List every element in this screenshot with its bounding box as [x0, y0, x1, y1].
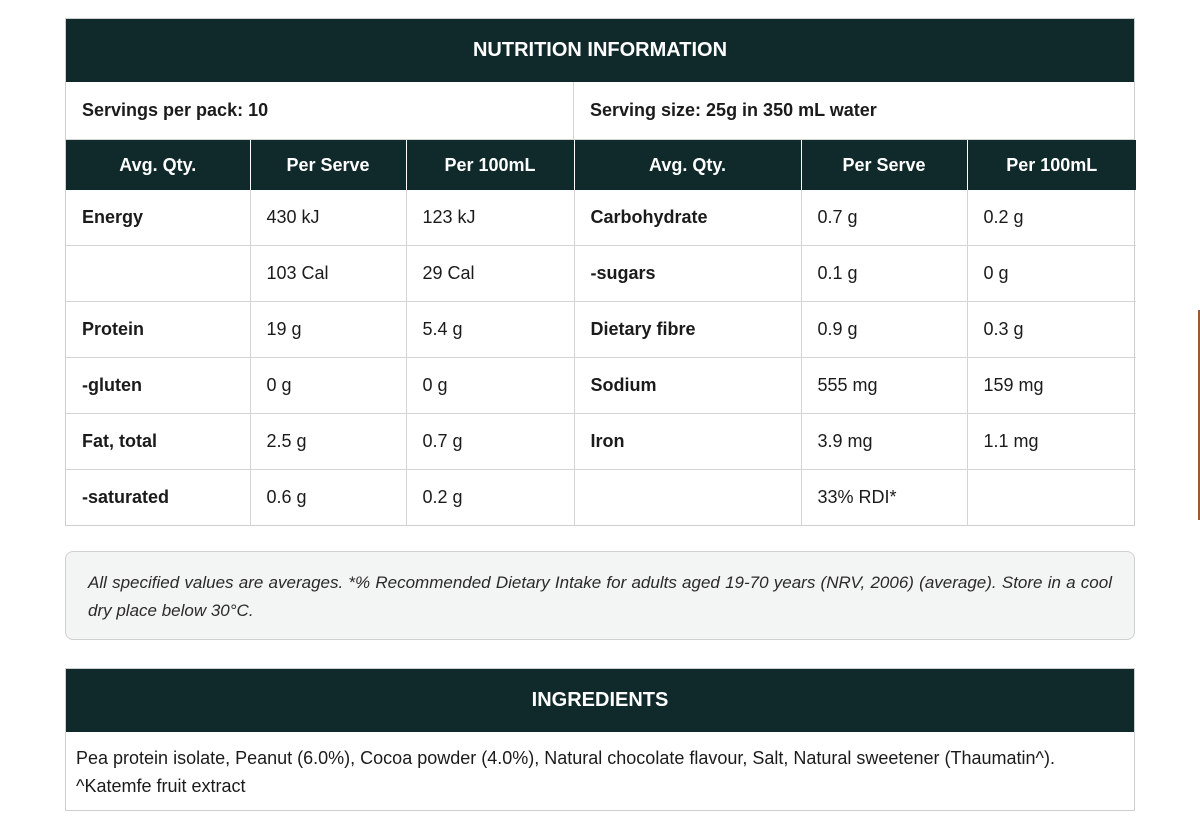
header-per-serve-2: Per Serve: [801, 140, 967, 190]
header-per-serve: Per Serve: [250, 140, 406, 190]
per-100ml-value: 0.3 g: [967, 302, 1136, 358]
nutrition-information-panel: [65, 18, 1135, 526]
averages-note: All specified values are averages. *% Recommended Dietary Intake for adults aged 19-70 years (NRV, 2006) (average). Store in a cool dry place below 30°C.: [65, 551, 1135, 640]
per-serve-value: 3.9 mg: [801, 414, 967, 470]
nutrient-name: [66, 246, 250, 302]
serving-info-row: [66, 82, 1134, 140]
per-serve-value: 0 g: [250, 358, 406, 414]
per-100ml-value: 0.2 g: [406, 470, 574, 526]
per-serve-value: 0.6 g: [250, 470, 406, 526]
header-avg-qty-2: Avg. Qty.: [574, 140, 801, 190]
per-100ml-value: 1.1 mg: [967, 414, 1136, 470]
table-row: [66, 302, 1136, 358]
per-100ml-value: 0.2 g: [967, 190, 1136, 246]
servings-per-pack: Servings per pack: 10: [66, 82, 574, 139]
ingredients-panel: [65, 668, 1135, 811]
nutrient-name: -sugars: [574, 246, 801, 302]
table-row: [66, 190, 1136, 246]
nutrition-table: [66, 140, 1136, 525]
nutrient-name: Carbohydrate: [574, 190, 801, 246]
ingredients-text: Pea protein isolate, Peanut (6.0%), Cocoa powder (4.0%), Natural chocolate flavour, Salt, Natural sweetener (Thaumatin^). ^Katemfe fruit extract: [76, 748, 1055, 796]
nutrient-name: Iron: [574, 414, 801, 470]
nutrient-name: Energy: [66, 190, 250, 246]
nutrient-name: -saturated: [66, 470, 250, 526]
per-serve-value: 555 mg: [801, 358, 967, 414]
per-100ml-value: [967, 470, 1136, 526]
per-100ml-value: 29 Cal: [406, 246, 574, 302]
header-per-100ml-2: Per 100mL: [967, 140, 1136, 190]
per-serve-value: 19 g: [250, 302, 406, 358]
nutrition-title: NUTRITION INFORMATION: [66, 19, 1134, 82]
nutrient-name: Dietary fibre: [574, 302, 801, 358]
per-100ml-value: 159 mg: [967, 358, 1136, 414]
per-serve-value: 103 Cal: [250, 246, 406, 302]
nutrient-name: Sodium: [574, 358, 801, 414]
nutrition-table-header: [66, 140, 1136, 190]
header-avg-qty: Avg. Qty.: [66, 140, 250, 190]
table-row: [66, 358, 1136, 414]
per-serve-value: 430 kJ: [250, 190, 406, 246]
per-100ml-value: 0 g: [967, 246, 1136, 302]
per-serve-value: 0.9 g: [801, 302, 967, 358]
nutrient-name: Fat, total: [66, 414, 250, 470]
nutrient-name: [574, 470, 801, 526]
per-serve-value: 0.1 g: [801, 246, 967, 302]
per-serve-value: 33% RDI*: [801, 470, 967, 526]
nutrient-name: Protein: [66, 302, 250, 358]
per-100ml-value: 0.7 g: [406, 414, 574, 470]
per-100ml-value: 0 g: [406, 358, 574, 414]
serving-size: Serving size: 25g in 350 mL water: [590, 100, 877, 120]
ingredients-title: INGREDIENTS: [66, 669, 1134, 732]
per-100ml-value: 123 kJ: [406, 190, 574, 246]
nutrient-name: -gluten: [66, 358, 250, 414]
table-row: [66, 470, 1136, 526]
per-100ml-value: 5.4 g: [406, 302, 574, 358]
table-row: [66, 246, 1136, 302]
table-row: [66, 414, 1136, 470]
header-per-100ml: Per 100mL: [406, 140, 574, 190]
per-serve-value: 0.7 g: [801, 190, 967, 246]
per-serve-value: 2.5 g: [250, 414, 406, 470]
